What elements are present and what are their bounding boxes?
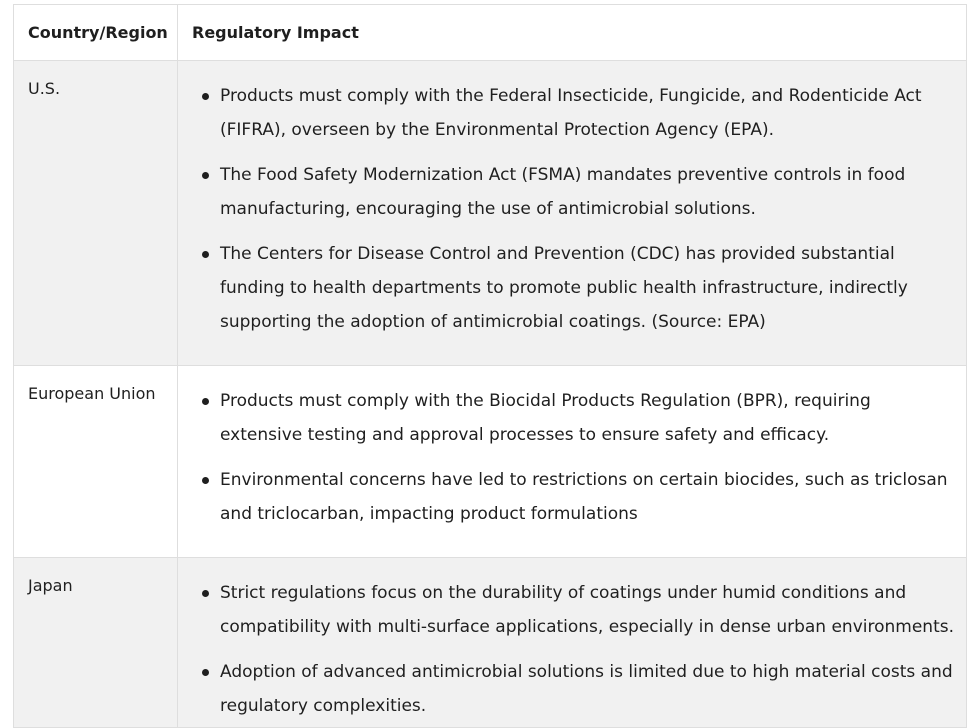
list-item	[192, 384, 954, 452]
bullet-icon	[202, 477, 209, 484]
table-header-row	[14, 5, 966, 61]
impact-cell	[178, 558, 966, 727]
header-regulatory-impact: Regulatory Impact	[192, 23, 359, 42]
regulatory-impact-table	[13, 4, 967, 728]
bullet-icon	[202, 398, 209, 405]
impact-list	[192, 366, 954, 531]
list-item	[192, 237, 954, 339]
bullet-icon	[202, 93, 209, 100]
impact-text: Adoption of advanced antimicrobial solutions is limited due to high material costs and regulatory complexities.	[220, 662, 953, 716]
list-item	[192, 158, 954, 226]
country-cell	[14, 61, 178, 365]
table-row-japan	[14, 558, 966, 728]
country-label: European Union	[28, 384, 156, 403]
impact-text: Products must comply with the Biocidal Products Regulation (BPR), requiring extensive testing and approval processes to ensure safety and efficacy.	[220, 391, 871, 445]
list-item	[192, 79, 954, 147]
impact-text: Environmental concerns have led to restrictions on certain biocides, such as triclosan and triclocarban, impacting product formulations	[220, 470, 948, 524]
impact-cell	[178, 366, 966, 557]
table-row-us	[14, 61, 966, 366]
impact-cell	[178, 61, 966, 365]
country-cell	[14, 366, 178, 557]
impact-list	[192, 558, 954, 723]
header-country-region: Country/Region	[14, 5, 178, 60]
bullet-icon	[202, 669, 209, 676]
impact-text: Products must comply with the Federal Insecticide, Fungicide, and Rodenticide Act (FIFRA), overseen by the Environmental Protection Agency (EPA).	[220, 86, 922, 140]
table-row-european-union	[14, 366, 966, 558]
bullet-icon	[202, 172, 209, 179]
list-item	[192, 576, 954, 644]
country-label: Japan	[28, 576, 73, 595]
impact-text: The Food Safety Modernization Act (FSMA) mandates preventive controls in food manufacturing, encouraging the use of antimicrobial solutions.	[220, 165, 906, 219]
impact-text: The Centers for Disease Control and Prevention (CDC) has provided substantial funding to health departments to promote public health infrastructure, indirectly supporting the adoption of antimicrobial coatings. (Source: EPA)	[220, 244, 908, 332]
impact-list	[192, 61, 954, 339]
list-item	[192, 655, 954, 723]
country-cell	[14, 558, 178, 727]
list-item	[192, 463, 954, 531]
country-label: U.S.	[28, 79, 61, 98]
impact-text: Strict regulations focus on the durability of coatings under humid conditions and compatibility with multi-surface applications, especially in dense urban environments.	[220, 583, 955, 637]
bullet-icon	[202, 251, 209, 258]
bullet-icon	[202, 590, 209, 597]
